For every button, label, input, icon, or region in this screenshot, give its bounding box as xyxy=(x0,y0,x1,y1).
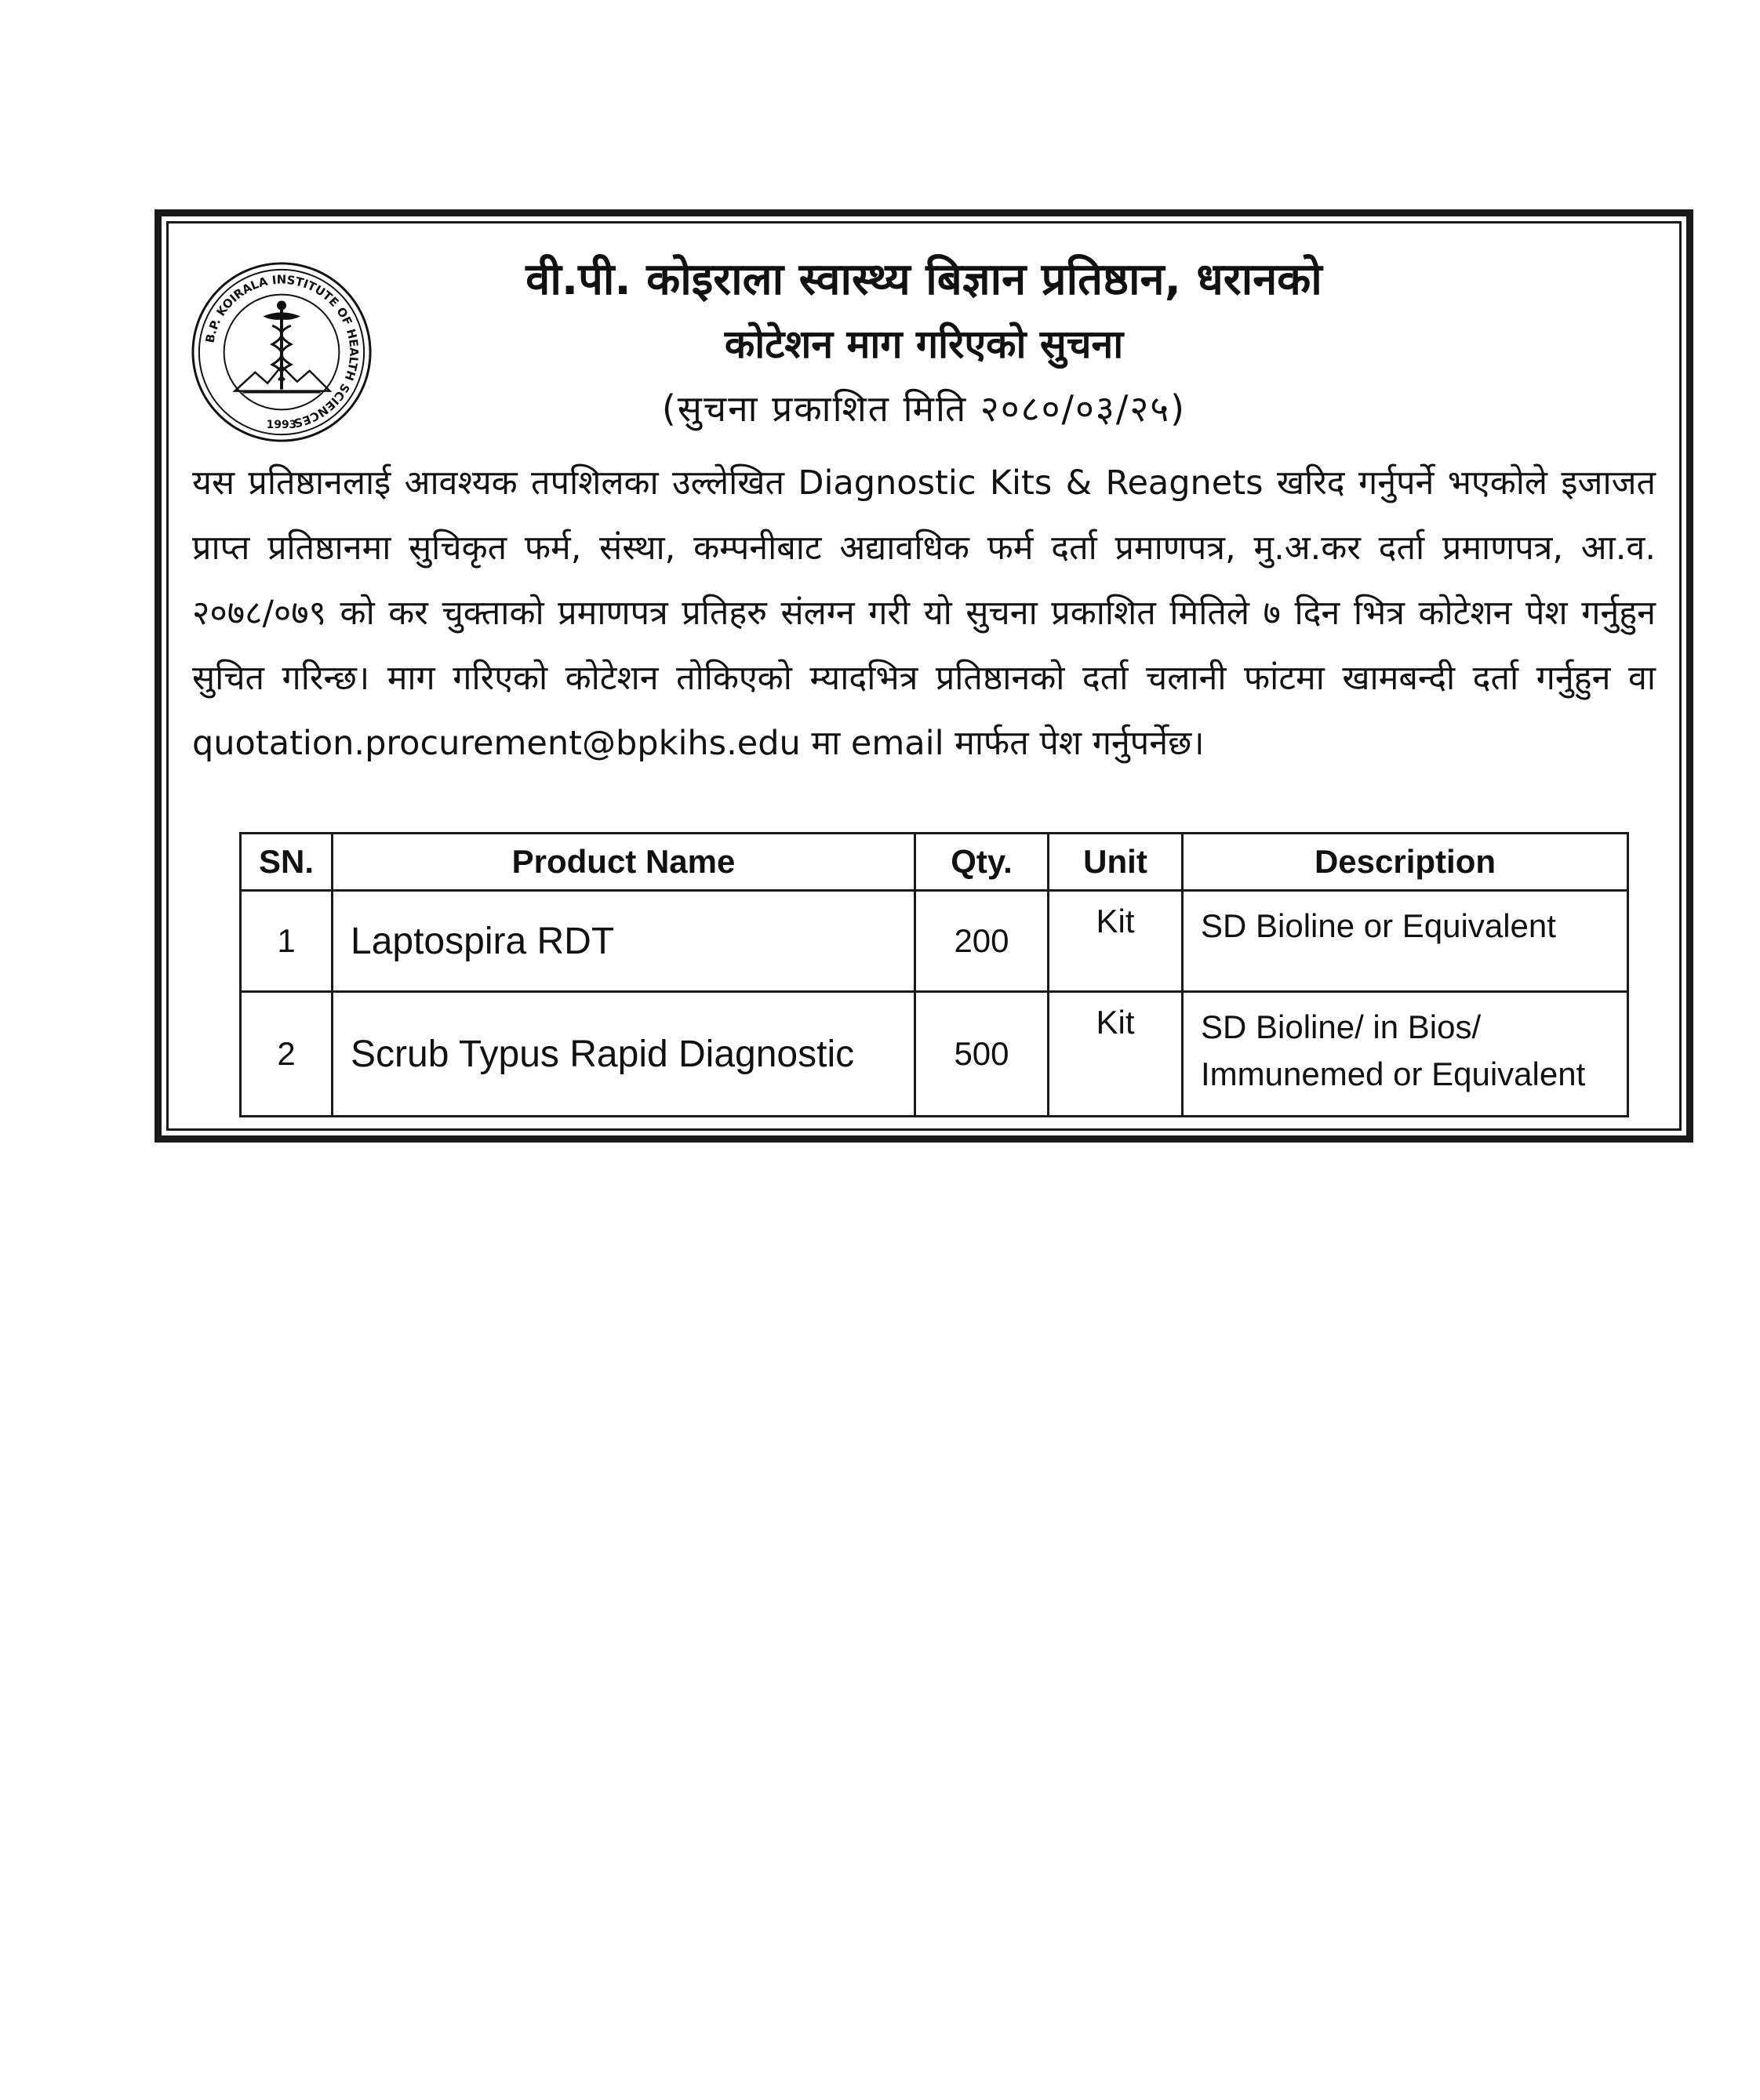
header-unit: Unit xyxy=(1049,834,1183,891)
seal-year: 1993 xyxy=(266,419,297,432)
cell-product-name: Laptospira RDT xyxy=(333,891,915,992)
header-description: Description xyxy=(1183,834,1628,891)
cell-product-name: Scrub Typus Rapid Diagnostic xyxy=(333,992,915,1117)
seal-ring-text: B.P. KOIRALA INSTITUTE OF HEALTH SCIENCES xyxy=(202,272,362,431)
cell-description xyxy=(1183,992,1628,1117)
institute-title: वी.पी. कोइराला स्वास्थ्य बिज्ञान प्रतिष्ठान, धरानको xyxy=(525,254,1322,305)
notice-frame xyxy=(155,209,1693,1143)
table-row xyxy=(241,992,1628,1117)
header-product-name: Product Name xyxy=(333,834,915,891)
cell-sn: 1 xyxy=(241,891,333,992)
header-sn: SN. xyxy=(241,834,333,891)
publish-date: (सुचना प्रकाशित मिति २०८०/०३/२५) xyxy=(661,387,1187,430)
cell-qty: 500 xyxy=(915,992,1049,1117)
notice-header xyxy=(169,247,1679,441)
description-line: SD Bioline/ in Bios/ xyxy=(1201,1008,1482,1045)
cell-unit: Kit xyxy=(1049,992,1183,1117)
cell-unit: Kit xyxy=(1049,891,1183,992)
table-row xyxy=(241,891,1628,992)
notice-subtitle: कोटेशन माग गरिएको सुचना xyxy=(724,322,1124,367)
notice-inner-border xyxy=(166,221,1682,1131)
description-line: SD Bioline or Equivalent xyxy=(1201,907,1556,944)
cell-sn: 2 xyxy=(241,992,333,1117)
notice-body-paragraph: यस प्रतिष्ठानलाई आवश्यक तपशिलका उल्लेखित Diagnostic Kits & Reagnets खरिद गर्नुपर्ने भएकोले इजाजत प्राप्त प्रतिष्ठानमा सुचिकृत फर्म, संस्था, कम्पनीबाट अद्यावधिक फर्म दर्ता प्रमाणपत्र, मु.अ.कर दर्ता प्रमाणपत्र, आ.व. २०७८/०७९ को कर चुक्ताको प्रमाणपत्र प्रतिहरु संलग्न गरी यो सुचना प्रकाशित मितिले ७ दिन भित्र कोटेशन पेश गर्नुहुन सुचित गरिन्छ। माग गरिएको कोटेशन तोकिएको म्यादभित्र प्रतिष्ठानको दर्ता चलानी फांटमा खामबन्दी दर्ता गर्नुहुन वा quotation.procurement@bpkihs.edu मा email मार्फत पेश गर्नुपर्नेछ। xyxy=(192,463,1656,763)
table-header-row xyxy=(241,834,1628,891)
header-qty: Qty. xyxy=(915,834,1049,891)
product-table xyxy=(239,832,1629,1117)
cell-qty: 200 xyxy=(915,891,1049,992)
description-line: Immunemed or Equivalent xyxy=(1201,1055,1586,1092)
cell-description xyxy=(1183,891,1628,992)
